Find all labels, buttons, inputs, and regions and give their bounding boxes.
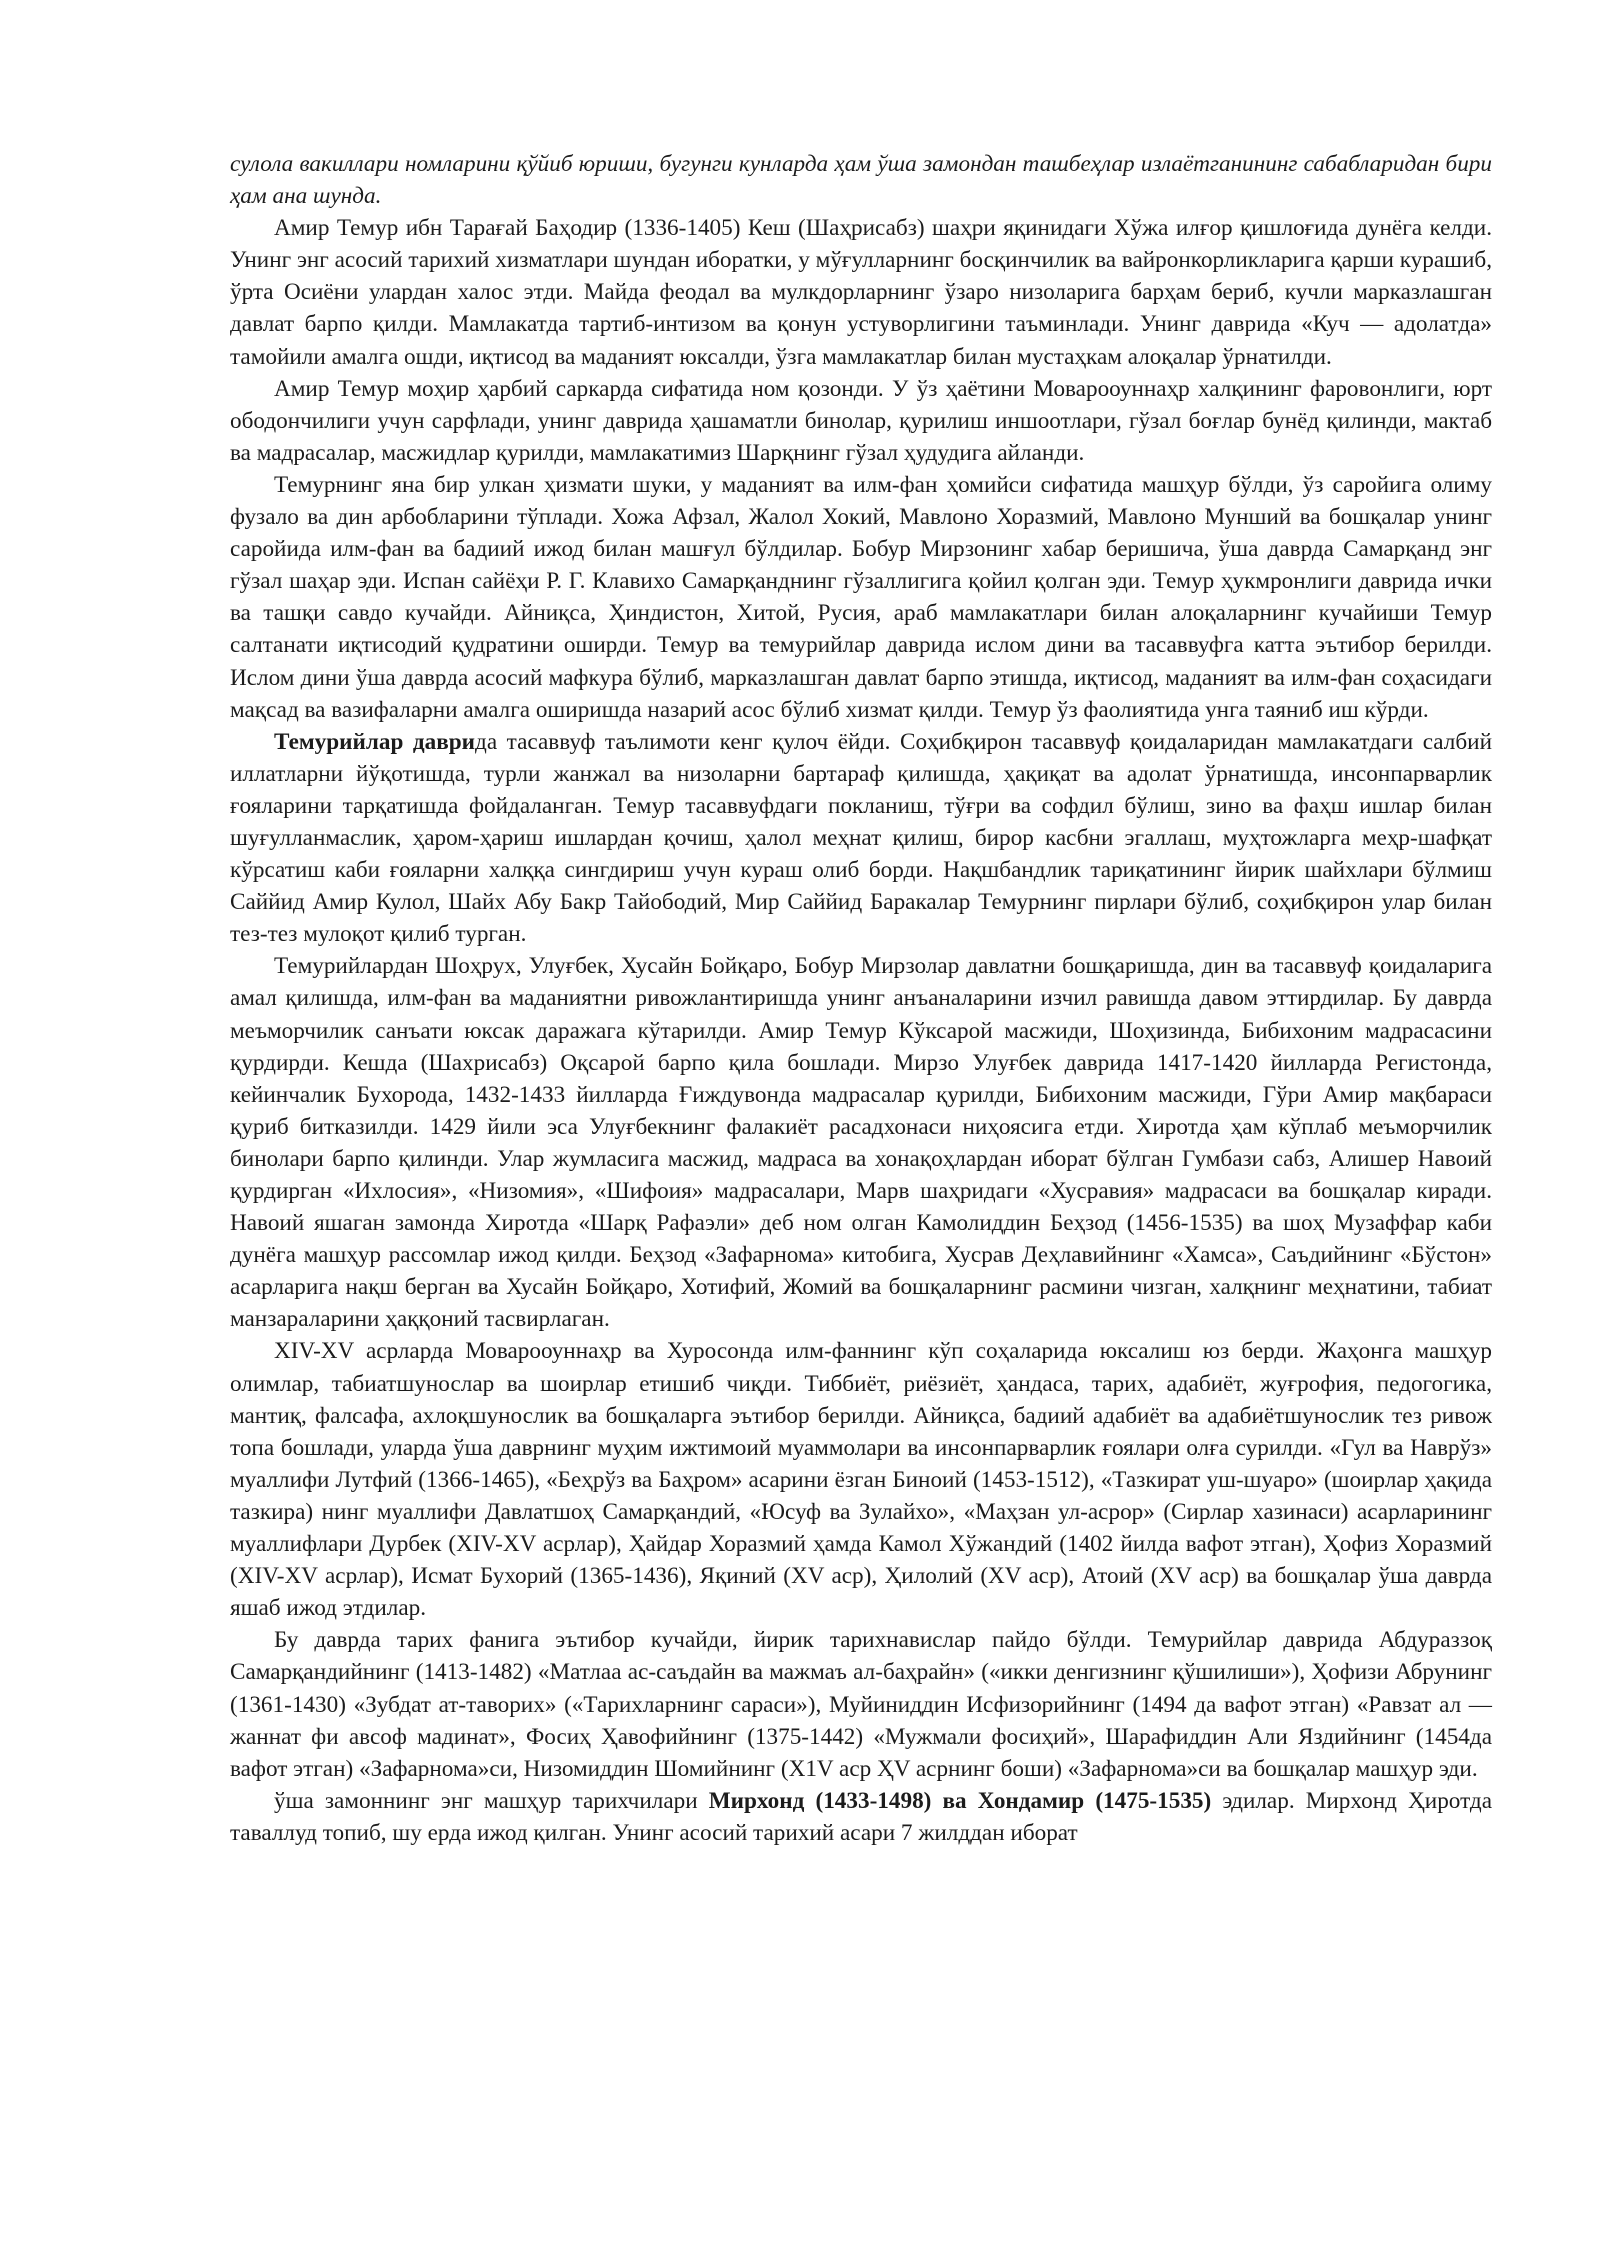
paragraph-intro-continuation: сулола вакиллари номларини қўйиб юриши, бугунги кунларда ҳам ўша замондан ташбеҳлар излаётганининг сабабларидан бири ҳам ана шунда.	[230, 151, 1492, 210]
paragraph-temurids-sufism	[230, 726, 1492, 951]
paragraph-sciences-xiv-xv: XIV-XV асрларда Моварооуннаҳр ва Хуросонда илм-фаннинг кўп соҳаларида юксалиш юз берди. Жаҳонга машҳур олимлар, табиатшунослар ва шоирлар етишиб чиқди. Тиббиёт, риёзиёт, ҳандаса, тарих, адабиёт, жуғрофия, педогогика, мантиқ, фалсафа, ахлоқшунослик ва бошқаларга эътибор берилди. Айниқса, бадиий адабиёт ва адабиётшунослик тез ривож топа бошлади, уларда ўша даврнинг муҳим ижтимоий муаммолари ва инсонпарварлик ғоялари олға сурилди. «Гул ва Наврўз» муаллифи Лутфий (1366-1465), «Беҳрўз ва Баҳром» асарини ёзган Биноий (1453-1512), «Тазкират уш-шуаро» (шоирлар ҳақида тазкира) нинг муаллифи Давлатшоҳ Самарқандий, «Юсуф ва Зулайхо», «Маҳзан ул-асрор» (Сирлар хазинаси) асарларининг муаллифлари Дурбек (XIV-XV асрлар), Ҳайдар Хоразмий ҳамда Камол Хўжандий (1402 йилда вафот этган), Ҳофиз Хоразмий (XIV-XV асрлар), Исмат Бухорий (1365-1436), Яқиний (XV аср), Ҳилолий (XV аср), Атоий (XV аср) ва бошқалар ўша даврда яшаб ижод этдилар.	[230, 1338, 1492, 1622]
paragraph-temurids-sufism-text: да тасаввуф таълимоти кенг қулоч ёйди. Соҳибқирон тасаввуф қоидаларидан мамлакатдаги салбий иллатларни йўқотишда, турли жанжал ва низоларни бартараф қилишда, ҳақиқат ва адолат ўрнатишда, инсонпарварлик ғояларини тарқатишда фойдаланган. Темур тасаввуфдаги покланиш, тўғри ва софдил бўлиш, зино ва фаҳш ишлар билан шуғулланмаслик, ҳаром-ҳариш ишлардан қочиш, ҳалол меҳнат қилиш, бирор касбни эгаллаш, муҳтожларга меҳр-шафқат кўрсатиш каби ғояларни халққа сингдириш учун кураш олиб борди. Нақшбандлик тариқатининг йирик шайхлари бўлмиш Саййид Амир Кулол, Шайх Абу Бакр Тайободий, Мир Саййид Баракалар Темурнинг пирлари бўлиб, соҳибқирон улар билан тез-тез мулоқот қилиб турган.	[230, 728, 1492, 948]
document-page	[230, 148, 1492, 1849]
mirkhond-text-before: ўша замоннинг энг машҳур тарихчилари	[274, 1787, 709, 1814]
bold-lead-temurids-era: Темурийлар даври	[274, 728, 476, 755]
paragraph-historians: Бу даврда тарих фанига эътибор кучайди, йирик тарихнавислар пайдо бўлди. Темурийлар даврида Абдураззоқ Самарқандийнинг (1413-1482) «Матлаа ас-саъдайн ва мажмаъ ал-баҳрайн» («икки денгизнинг қўшилиши»), Ҳофизи Абрунинг (1361-1430) «Зубдат ат-таворих» («Тарихларнинг сараси»), Муйиниддин Исфизорийнинг (1494 да вафот этган) «Равзат ал — жаннат фи авсоф мадинат», Фосиҳ Ҳавофийнинг (1375-1442) «Мужмали фосиҳий», Шарафиддин Али Яздийнинг (1454да вафот этган) «Зафарнома»си, Низомиддин Шомийнинг (X1V аср ҲV асрнинг боши) «Зафарнома»си ва бошқалар машҳур эди.	[230, 1627, 1492, 1782]
paragraph-temur-culture-patron: Темурнинг яна бир улкан ҳизмати шуки, у маданият ва илм-фан ҳомийси сифатида машҳур бўлди, ўз саройига олиму фузало ва дин арбобларини тўплади. Хожа Афзал, Жалол Хокий, Мавлоно Хоразмий, Мавлоно Мунший ва бошқалар унинг саройида илм-фан ва бадиий ижод билан машғул бўлдилар. Бобур Мирзонинг хабар беришича, ўша даврда Самарқанд энг гўзал шаҳар эди. Испан сайёҳи Р. Г. Клавихо Самарқанднинг гўзаллигига қойил қолган эди. Темур ҳукмронлиги даврида ички ва ташқи савдо кучайди. Айниқса, Ҳиндистон, Хитой, Русия, араб мамлакатлари билан алоқаларнинг кучайиши Темур салтанати иқтисодий қудратини оширди. Темур ва темурийлар даврида ислом дини ва тасаввуфга катта эътибор берилди. Ислом дини ўша даврда асосий мафкура бўлиб, марказлашган давлат барпо этишда, иқтисод, маданият ва илм-фан соҳасидаги мақсад ва вазифаларни амалга оширишда назарий асос бўлиб хизмат қилди. Темур ўз фаолиятида унга таяниб иш кўрди.	[230, 471, 1492, 723]
paragraph-mirkhond-khondamir	[230, 1785, 1492, 1849]
paragraph-temurids-architecture: Темурийлардан Шоҳрух, Улуғбек, Хусайн Бойқаро, Бобур Мирзолар давлатни бошқаришда, дин ва тасаввуф қоидаларига амал қилишда, илм-фан ва маданиятни ривожлантиришда унинг анъаналарини изчил равишда давом эттирдилар. Бу даврда меъморчилик санъати юксак даражага кўтарилди. Амир Темур Кўксарой масжиди, Шоҳизинда, Бибихоним мадрасасини қурдирди. Кешда (Шахрисабз) Оқсарой барпо қила бошлади. Мирзо Улуғбек даврида 1417-1420 йилларда Регистонда, кейинчалик Бухорода, 1432-1433 йилларда Ғиждувонда мадрасалар қурилди, Бибихоним масжиди, Гўри Амир мақбараси қуриб битказилди. 1429 йили эса Улуғбекнинг фалакиёт расадхонаси ниҳоясига етди. Хиротда ҳам кўплаб меъморчилик бинолари барпо қилинди. Улар жумласига масжид, мадраса ва хонақоҳлардан иборат бўлган Гумбази сабз, Алишер Навоий қурдирган «Ихлосия», «Низомия», «Шифоия» мадрасалари, Марв шаҳридаги «Хусравия» мадрасаси ва бошқалар киради. Навоий яшаган замонда Хиротда «Шарқ Рафаэли» деб ном олган Камолиддин Беҳзод (1456-1535) ва шоҳ Музаффар каби дунёга машҳур рассомлар ижод қилди. Беҳзод «Зафарнома» китобига, Хусрав Деҳлавийнинг «Хамса», Саъдийнинг «Бўстон» асарларига нақш берган ва Хусайн Бойқаро, Хотифий, Жомий ва бошқаларнинг расмини чизган, халқнинг меҳнатини, табиат манзараларини ҳаққоний тасвирлаган.	[230, 953, 1492, 1333]
paragraph-amir-temur-commander: Амир Темур моҳир ҳарбий саркарда сифатида ном қозонди. У ўз ҳаётини Моварооуннаҳр халқининг фаровонлиги, юрт ободончилиги учун сарфлади, унинг даврида ҳашаматли бинолар, қурилиш иншоотлари, гўзал боғлар бунёд қилинди, мактаб ва мадрасалар, масжидлар қурилди, мамлакатимиз Шарқнинг гўзал ҳудудига айланди.	[230, 375, 1492, 466]
bold-historians-names: Мирхонд (1433-1498) ва Хондамир (1475-1535)	[708, 1787, 1212, 1814]
paragraph-amir-temur-birth: Амир Темур ибн Тарағай Баҳодир (1336-1405) Кеш (Шаҳрисабз) шаҳри яқинидаги Хўжа илғор қишлоғида дунёга келди. Унинг энг асосий тарихий хизматлари шундан иборатки, у мўғулларнинг босқинчилик ва вайронкорликларига қарши курашиб, ўрта Осиёни улардан халос этди. Майда феодал ва мулкдорларнинг ўзаро низоларига барҳам бериб, кучли марказлашган давлат барпо қилди. Мамлакатда тартиб-интизом ва қонун устуворлигини таъминлади. Унинг даврида «Куч — адолатда» тамойили амалга ошди, иқтисод ва маданият юксалди, ўзга мамлакатлар билан мустаҳкам алоқалар ўрнатилди.	[230, 215, 1492, 370]
mirkhond-text-after: эдилар. Мирхонд Ҳиротда таваллуд топиб, шу ерда ижод қилган. Унинг асосий тарихий асари 7 жилддан иборат	[230, 1787, 1493, 1846]
